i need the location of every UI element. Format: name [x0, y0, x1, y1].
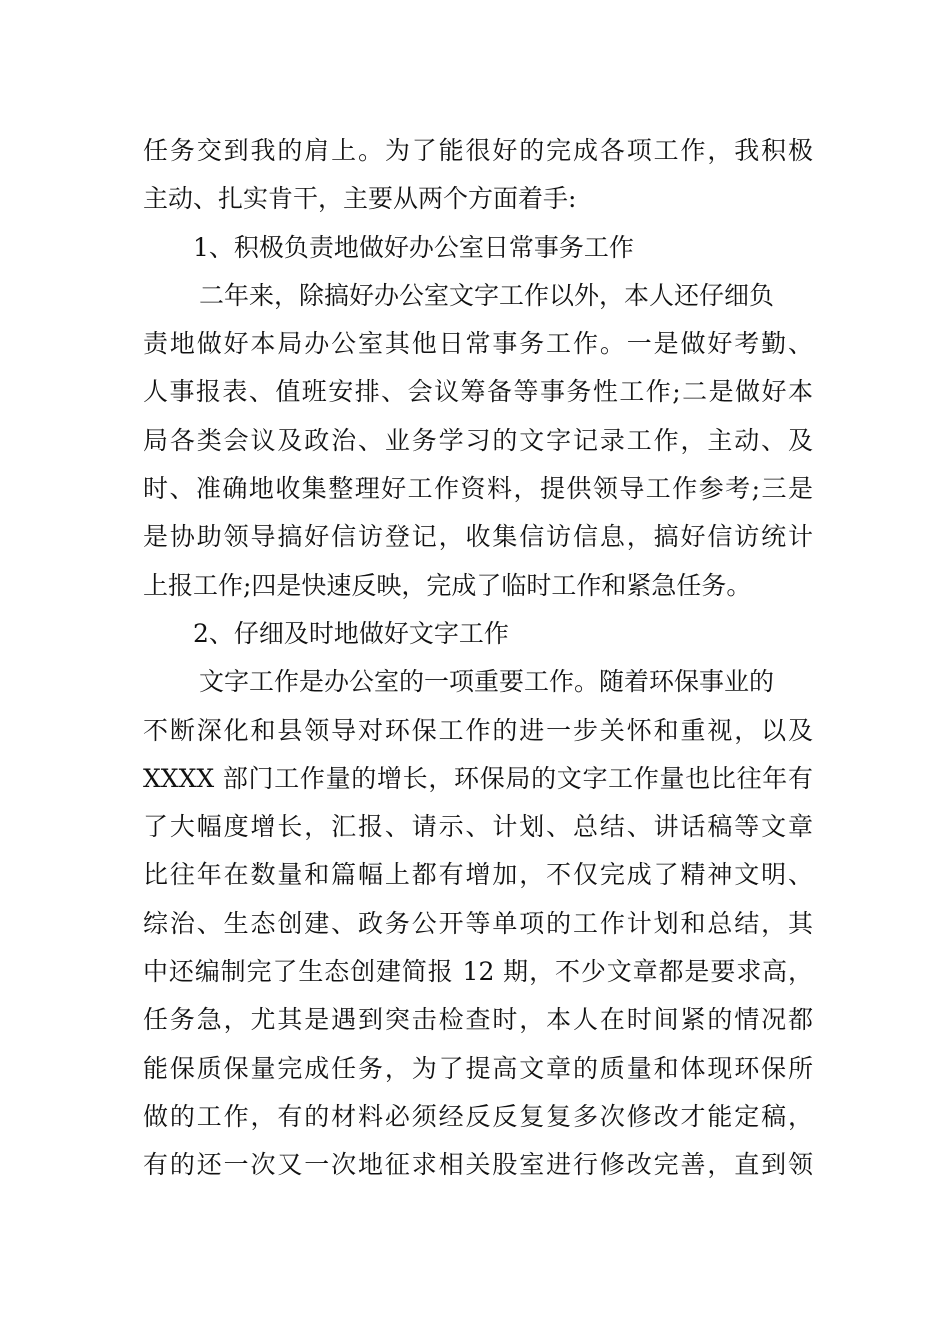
text-line: 是协助领导搞好信访登记，收集信访信息，搞好信访统计 [143, 522, 813, 552]
text-line: 任务交到我的肩上。为了能很好的完成各项工作，我积极 [143, 136, 813, 165]
text-line: 了大幅度增长，汇报、请示、计划、总结、讲话稿等文章 [143, 812, 813, 842]
text-line: 做的工作，有的材料必须经反反复复多次修改才能定稿， [143, 1101, 813, 1131]
text-line: 局各类会议及政治、业务学习的文字记录工作，主动、及 [143, 425, 813, 455]
section-heading: 1、积极负责地做好办公室日常事务工作 [193, 232, 634, 262]
text-line: 能保质保量完成任务，为了提高文章的质量和体现环保所 [143, 1053, 813, 1083]
text-line: 时、准确地收集整理好工作资料，提供领导工作参考;三是 [143, 474, 813, 504]
text-line: 中还编制完了生态创建简报 12 期，不少文章都是要求高， [143, 957, 813, 987]
section-heading: 2、仔细及时地做好文字工作 [193, 618, 509, 648]
text-line: 二年来，除搞好办公室文字工作以外，本人还仔细负 [199, 280, 775, 310]
text-line: 综治、生态创建、政务公开等单项的工作计划和总结，其 [143, 908, 813, 938]
text-line: 任务急，尤其是遇到突击检查时，本人在时间紧的情况都 [143, 1005, 813, 1035]
text-line: 主动、扎实肯干，主要从两个方面着手: [143, 184, 577, 214]
text-line: 上报工作;四是快速反映，完成了临时工作和紧急任务。 [143, 570, 752, 600]
text-line: 责地做好本局办公室其他日常事务工作。一是做好考勤、 [143, 329, 813, 359]
text-line: 比往年在数量和篇幅上都有增加，不仅完成了精神文明、 [143, 860, 813, 890]
text-line: 有的还一次又一次地征求相关股室进行修改完善，直到领 [143, 1150, 813, 1180]
text-line: XXXX 部门工作量的增长，环保局的文字工作量也比往年有 [143, 763, 813, 793]
document-body [143, 127, 813, 1190]
text-line: 人事报表、值班安排、会议筹备等事务性工作;二是做好本 [143, 377, 813, 407]
text-line: 文字工作是办公室的一项重要工作。随着环保事业的 [199, 667, 775, 697]
text-line: 不断深化和县领导对环保工作的进一步关怀和重视，以及 [143, 715, 813, 745]
